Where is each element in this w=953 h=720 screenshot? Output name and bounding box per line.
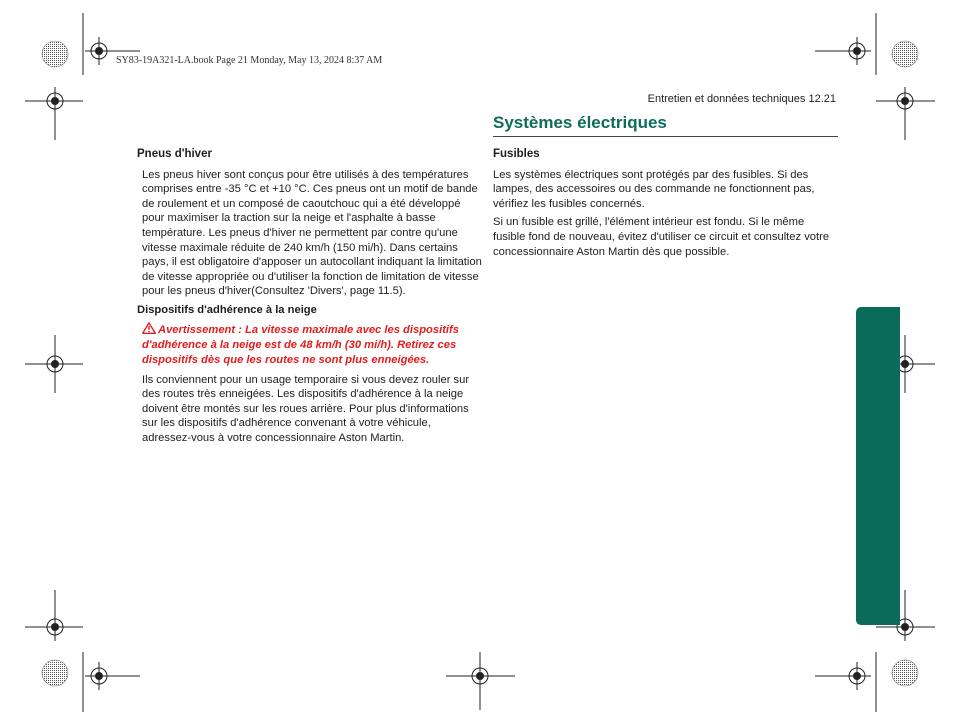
snow-devices-paragraph: Ils conviennent pour un usage temporaire si vous devez rouler sur des routes très enneigées. Les dispositifs d'adhérence à la neige doivent être montés sur les roues arrière. Pour plus d'informations sur les dispositifs d'adhérence convenant à votre véhicule, adressez-vous à votre concessionnaire Aston Martin. <box>142 373 470 444</box>
winter-tyres-paragraph: Les pneus hiver sont conçus pour être utilisés à des températures comprises entre -35 °C et +10 °C. Ces pneus ont un motif de bande de roulement et un composé de caoutchouc qui a été développé pour maximiser la traction sur la neige et l'asphalte à basse température. Les pneus d'hiver ne permettent par contre qu'une vitesse maximale réduite de 240 km/h (150 mi/h). Dans certains pays, il est obligatoire d'apposer un autocollant indiquant la limitation de vitesse appropriée ou d'utiliser la fonction de limitation de vitesse pour les pneus d'hiver(Consultez 'Divers', page 11.5). <box>142 168 482 298</box>
section-title: Systèmes électriques <box>493 113 667 132</box>
registration-mark-icon <box>85 37 113 65</box>
color-bar-circle-icon <box>42 41 68 67</box>
warning-text: Avertissement : La vitesse maximale avec les dispositifs d'adhérence à la neige est de 48 km/h (30 mi/h). Retirez ces dispositifs dès que les routes ne sont plus enneigées. <box>142 323 459 366</box>
snow-devices-subheading: Dispositifs d'adhérence à la neige <box>137 303 317 316</box>
warning-triangle-icon <box>142 322 156 334</box>
right-column <box>493 147 838 263</box>
warning-block <box>137 322 482 368</box>
registration-mark-icon <box>41 350 69 378</box>
winter-tyres-heading: Pneus d'hiver <box>137 148 212 160</box>
registration-mark-icon <box>85 662 113 690</box>
registration-mark-icon <box>466 662 494 690</box>
color-bar-circle-icon <box>892 660 918 686</box>
fuses-paragraph-1: Les systèmes électriques sont protégés par des fusibles. Si des lampes, des accessoires ou des commande ne fonctionnent pas, vérifiez les fusibles concernés. <box>493 168 815 210</box>
fuses-heading: Fusibles <box>493 148 540 160</box>
registration-mark-icon <box>843 662 871 690</box>
section-rule <box>493 136 838 137</box>
registration-mark-icon <box>891 87 919 115</box>
color-bar-circle-icon <box>42 660 68 686</box>
registration-mark-icon <box>41 613 69 641</box>
registration-mark-icon <box>843 37 871 65</box>
book-slug-line: SY83-19A321-LA.book Page 21 Monday, May 13, 2024 8:37 AM <box>116 55 383 66</box>
fuses-paragraph-2: Si un fusible est grillé, l'élément intérieur est fondu. Si le même fusible fond de nouveau, évitez d'utiliser ce circuit et consultez votre concessionnaire Aston Martin dès que possible. <box>493 216 830 258</box>
running-head: Entretien et données techniques 12.21 <box>647 93 836 105</box>
chapter-thumb-tab <box>856 307 900 625</box>
registration-mark-icon <box>41 87 69 115</box>
left-column <box>137 147 482 450</box>
color-bar-circle-icon <box>892 41 918 67</box>
